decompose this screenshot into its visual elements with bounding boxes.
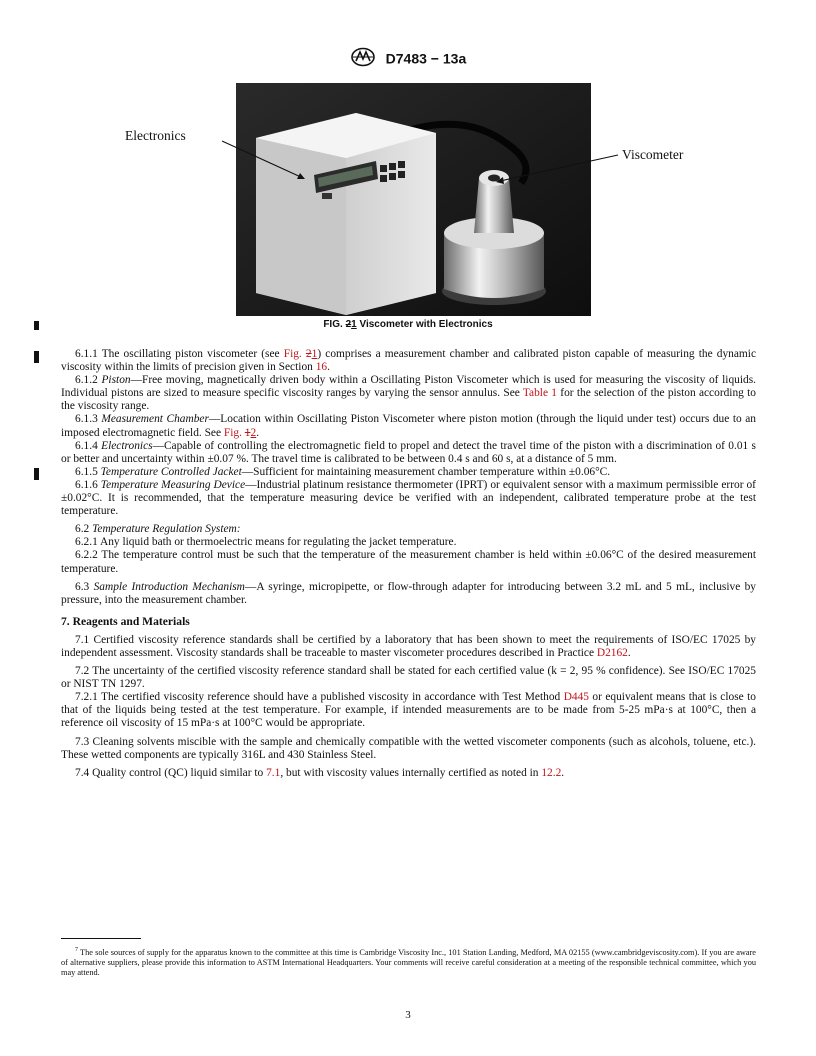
standard-link[interactable]: D445 [563, 691, 589, 704]
paragraph-6-2: 6.2 Temperature Regulation System: [75, 523, 241, 536]
label-electronics: Electronics [125, 128, 186, 143]
section-link[interactable]: 12.2 [541, 766, 562, 779]
paragraph-6-1-2: 6.1.2 Piston—Free moving, magnetically driven body within a Oscillating Piston Viscometer which is used for measuring the viscosity of liquids. Individual pistons are sized to measure specific viscosity ranges by varying the sensor annulus. See Table 1 for the selection of the piston according to the viscosity range. [61, 374, 757, 413]
paragraph-7-2-1: 7.2.1 The certified viscosity reference should have a published viscosity in accordance with Test Method D445 or equivalent means that is close to that of the liquids being tested at the test temperature. For example, if intended measurements are to be made from 5-25 mPa·s at 100°C, then a reference oil viscosity of 15 mPa·s at 100°C would be appropriate. [61, 691, 757, 730]
paragraph-6-1-1: 6.1.1 The oscillating piston viscometer (see Fig. 21) comprises a measurement chamber and calibrated piston capable of measuring the dynamic viscosity within the limits of precision given in Section 16. [61, 348, 757, 374]
footnote-rule [61, 938, 141, 939]
table-link[interactable]: Table 1 [522, 387, 558, 400]
section-heading-7: 7. Reagents and Materials [61, 614, 190, 628]
paragraph-7-4: 7.4 Quality control (QC) liquid similar to 7.1, but with viscosity values internally certified as noted in 12.2. [75, 766, 565, 779]
change-bar [34, 321, 39, 330]
paragraph-7-1: 7.1 Certified viscosity reference standards shall be certified by a laboratory that has been shown to meet the requirements of ISO/EC 17025 by independent assessment. Viscosity standards shall be traceable to master viscometer procedures described in Practice D2162. [61, 633, 756, 659]
figure-arrows [0, 0, 816, 330]
caption-deleted-number: 2 [345, 319, 352, 330]
change-bar [34, 468, 39, 480]
figure-caption: FIG. 21 Viscometer with Electronics [323, 319, 493, 330]
change-bar [34, 351, 39, 363]
paragraph-6-3: 6.3 Sample Introduction Mechanism—A syringe, micropipette, or flow-through adapter for introducing between 3.2 mL and 5 mL, inclusive by pressure, into the measurement chamber. [61, 580, 757, 606]
standard-designation: D7483 − 13a [385, 50, 467, 67]
footnote-mark: 7 [75, 947, 78, 953]
footnote-text: The sole sources of supply for the apparatus known to the committee at this time is Cambridge Viscosity Inc., 101 Station Landing, Medford, MA 02155 (www.cambridgeviscosity.com). If you are aware of alternative suppliers, please provide this information to ASTM International Headquarters. Your comments will receive careful consideration at a meeting of the responsible technical committee, which you may attend. [61, 947, 756, 978]
section-6-body [61, 348, 756, 780]
paragraph-7-2: 7.2 The uncertainty of the certified viscosity reference standard shall be stated for each certified value (k = 2, 95 % confidence). See ISO/EC 17025 or NIST TN 1297. [61, 665, 756, 691]
section-link[interactable]: 16 [315, 361, 328, 374]
paragraph-6-1-5: 6.1.5 Temperature Controlled Jacket—Sufficient for maintaining measurement chamber temperature within ±0.06°C. [75, 465, 611, 478]
label-viscometer: Viscometer [622, 147, 684, 162]
standard-link[interactable]: D2162 [596, 646, 628, 659]
paragraph-6-2-1: 6.2.1 Any liquid bath or thermoelectric means for regulating the jacket temperature. [75, 536, 457, 549]
caption-inserted-number: 1 [351, 319, 357, 330]
paragraph-6-1-3: 6.1.3 Measurement Chamber—Location within Oscillating Piston Viscometer where piston motion (through the liquid under test) occurs due to an imposed electromagnetic field. See Fig. 12. [61, 413, 757, 439]
paragraph-6-2-2: 6.2.2 The temperature control must be such that the temperature of the measurement chamber is held within ±0.06°C of the desired measurement temperature. [61, 549, 756, 575]
figure-link[interactable]: Fig. 12 [223, 426, 257, 439]
page-number: 3 [405, 1009, 411, 1021]
paragraph-7-3: 7.3 Cleaning solvents miscible with the sample and chemically compatible with the wetted viscometer components (such as alcohols, toluene, etc.). These wetted components are typically 316L and 430 Stainless Steel. [61, 735, 756, 761]
figure-link[interactable]: Fig. 21 [283, 348, 318, 360]
footnote [61, 945, 756, 979]
section-link[interactable]: 7.1 [266, 766, 281, 779]
paragraph-6-1-4: 6.1.4 Electronics—Capable of controlling the electromagnetic field to propel and detect the travel time of the piston with a discrimination of 0.01 s or better and uncertainty within ±0.07 %. The travel time is calibrated to be between 0.4 s and 60 s, at a distance of 5 mm. [61, 439, 756, 465]
paragraph-6-1-6: 6.1.6 Temperature Measuring Device—Industrial platinum resistance thermometer (IPRT) or equivalent sensor with a maximum permissible error of ±0.02°C. It is recommended, that the temperature measuring device be verified with an independent, calibrated temperature probe at the test temperature. [61, 478, 756, 518]
